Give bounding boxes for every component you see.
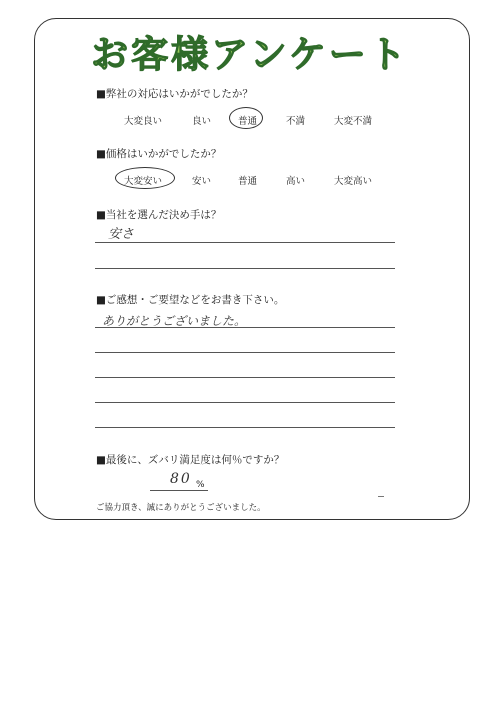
option-service-very-dissatisfied[interactable]: 大変不満	[334, 116, 373, 127]
answer-reason[interactable]: 安さ	[108, 227, 135, 242]
answer-line	[95, 268, 395, 269]
option-service-dissatisfied[interactable]: 不満	[286, 116, 306, 127]
answer-line	[95, 352, 395, 353]
selection-circle-price	[115, 167, 175, 189]
answer-comments[interactable]: ありがとうございました。	[102, 314, 247, 328]
percent-unit: %	[196, 480, 205, 490]
question-satisfaction: ■最後に、ズバリ満足度は何％ですか？	[96, 454, 285, 466]
answer-line	[95, 377, 395, 378]
option-price-expensive[interactable]: 高い	[286, 176, 306, 187]
answer-line	[95, 427, 395, 428]
option-service-normal[interactable]: 普通	[238, 116, 258, 127]
thank-you-note: ご協力頂き、誠にありがとうございました。	[96, 503, 266, 513]
question-service: ■弊社の対応はいかがでしたか？	[96, 88, 253, 100]
satisfaction-line	[150, 490, 208, 491]
question-comments: ■ご感想・ご要望などをお書き下さい。	[96, 294, 285, 306]
answer-satisfaction[interactable]: 80	[170, 471, 192, 487]
answer-line	[95, 242, 395, 243]
decorative-dash	[378, 496, 384, 497]
selection-circle-service	[229, 107, 263, 129]
option-service-good[interactable]: 良い	[192, 116, 212, 127]
question-reason: ■当社を選んだ決め手は？	[96, 209, 222, 221]
question-price: ■価格はいかがでしたか？	[96, 148, 222, 160]
option-price-cheap[interactable]: 安い	[192, 176, 212, 187]
option-price-very-cheap[interactable]: 大変安い	[124, 176, 163, 187]
survey-title: お客様アンケート	[91, 33, 409, 76]
option-price-very-expensive[interactable]: 大変高い	[334, 176, 373, 187]
answer-line	[95, 327, 395, 328]
answer-line	[95, 402, 395, 403]
option-service-very-good[interactable]: 大変良い	[124, 116, 163, 127]
option-price-normal[interactable]: 普通	[238, 176, 258, 187]
